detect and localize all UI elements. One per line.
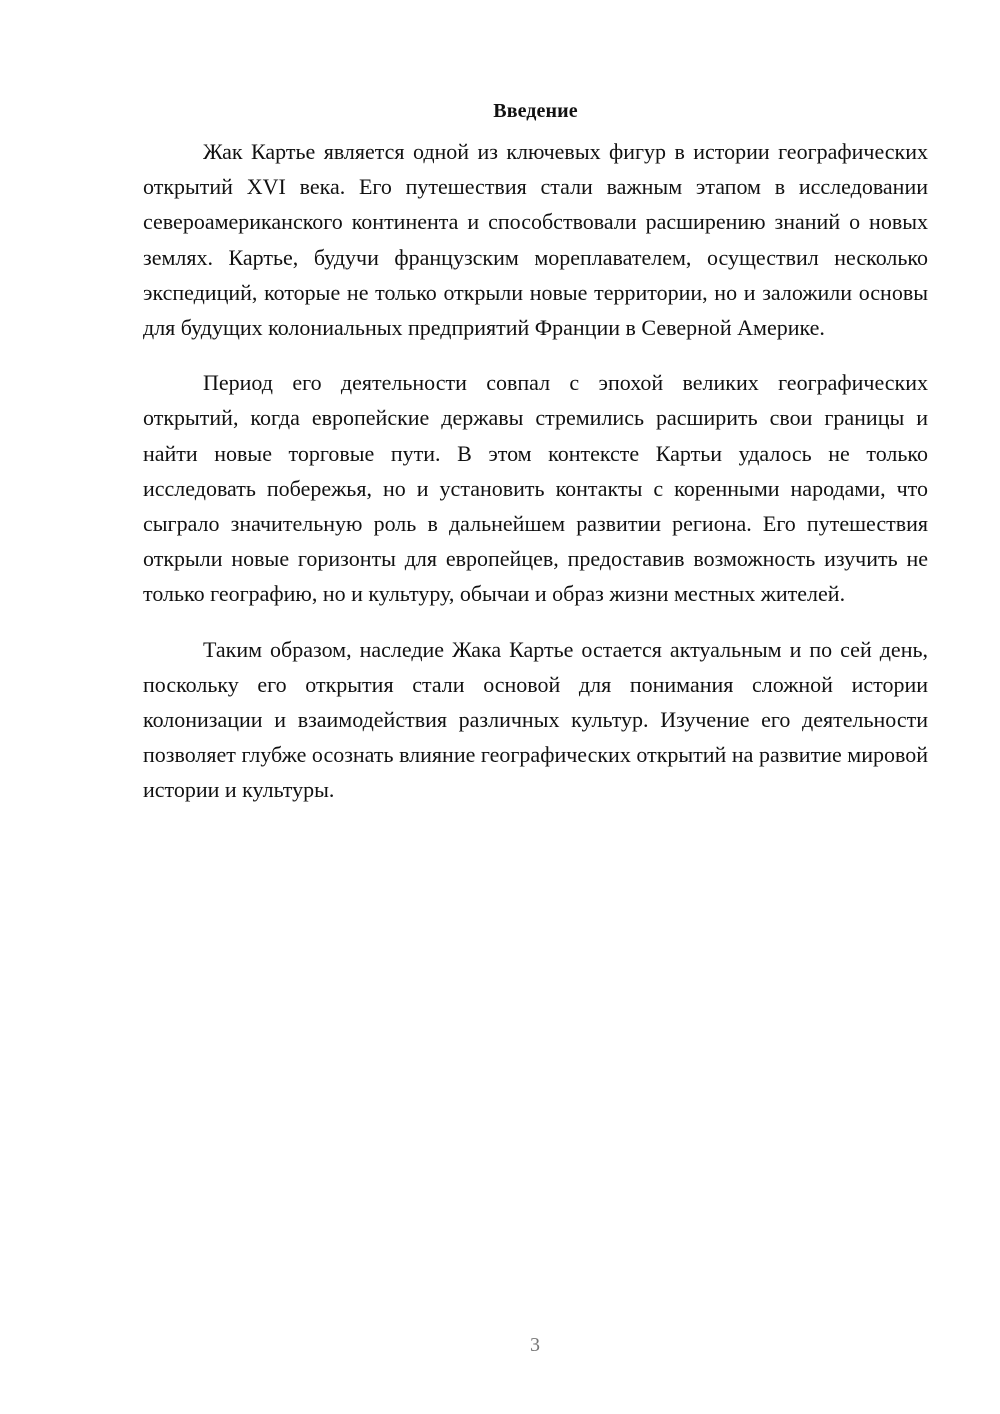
- page-number: 3: [530, 1334, 540, 1356]
- section-heading: Введение: [493, 100, 578, 122]
- paragraph-period: Период его деятельности совпал с эпохой великих географических открытий, когда европейские державы стремились расширить свои границы и найти новые торговые пути. В этом контексте Картьи удалось не только исследовать побережья, но и установить контакты с коренными народами, что сыграло значительную роль в дальнейшем развитии региона. Его путешествия открыли новые горизонты для европейцев, предоставив возможность изучить не только географию, но и культуру, обычаи и образ жизни местных жителей.: [143, 370, 928, 607]
- paragraph-legacy: Таким образом, наследие Жака Картье остается актуальным и по сей день, поскольку его открытия стали основой для понимания сложной истории колонизации и взаимодействия различных культур. Изучение его деятельности позволяет глубже осознать влияние географических открытий на развитие мировой истории и культуры.: [143, 636, 928, 803]
- paragraph-intro: Жак Картье является одной из ключевых фигур в истории географических открытий XVI века. Его путешествия стали важным этапом в исследовании североамериканского континента и способствовали расширению знаний о новых землях. Картье, будучи французским мореплавателем, осуществил несколько экспедиций, которые не только открыли новые территории, но и заложили основы для будущих колониальных предприятий Франции в Северной Америке.: [143, 139, 928, 341]
- page-content: [143, 98, 928, 828]
